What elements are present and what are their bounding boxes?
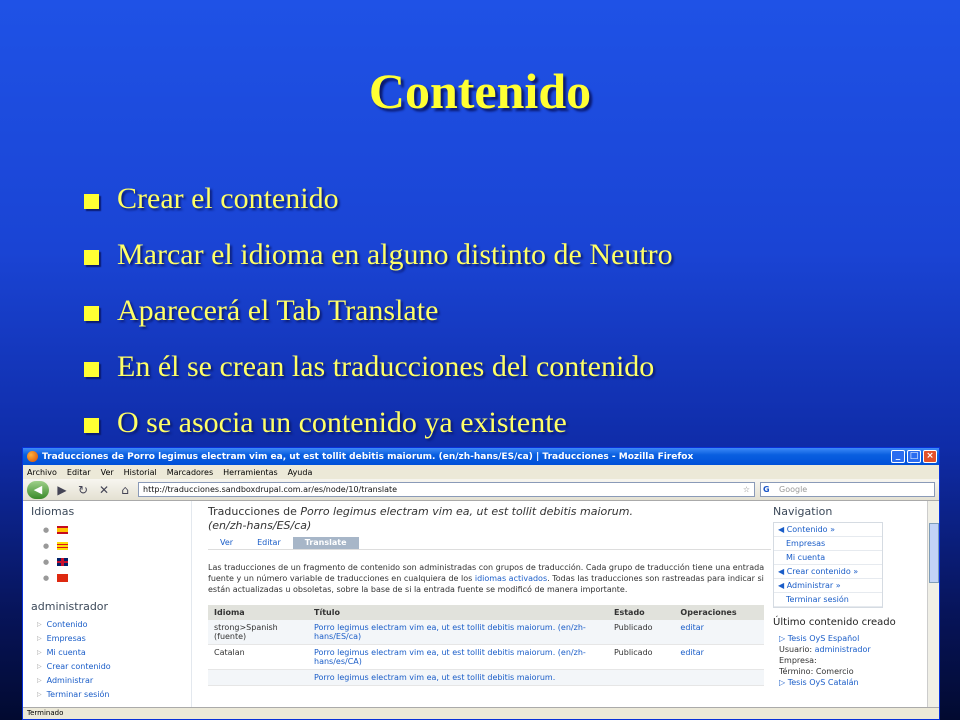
minimize-icon[interactable]: _ — [891, 450, 905, 463]
edit-link[interactable] — [674, 670, 764, 686]
table-row — [208, 620, 764, 645]
language-item[interactable] — [43, 522, 181, 538]
slide-title: Contenido — [368, 63, 592, 119]
url-text: http://traducciones.sandboxdrupal.com.ar/es/node/10/translate — [143, 485, 398, 494]
menu-ver[interactable]: Ver — [100, 467, 114, 477]
language-item[interactable] — [43, 554, 181, 570]
admin-item-administrar[interactable] — [37, 673, 181, 687]
left-sidebar — [31, 501, 181, 701]
page-viewport — [23, 501, 929, 709]
triangle-icon: ◀ — [778, 567, 785, 576]
uk-flag-icon[interactable] — [57, 558, 68, 566]
triangle-icon: ▷ — [779, 634, 786, 643]
bullet-icon: ● — [43, 542, 50, 550]
admin-item-contenido[interactable] — [37, 617, 181, 631]
recent-item — [773, 633, 923, 688]
user-label: Usuario: — [779, 645, 815, 654]
admin-item-terminar-sesion[interactable] — [37, 687, 181, 701]
window-title: Traducciones de Porro legimus electram vim ea, ut est tollit debitis maiorum. (en/zh-hans/ES/ca) | Traducciones - Mozilla Firefox — [42, 451, 694, 462]
bullet-square-icon — [84, 362, 99, 377]
nav-item-administrar[interactable] — [774, 579, 882, 593]
admin-item-mi-cuenta[interactable] — [37, 645, 181, 659]
close-icon[interactable]: × — [923, 450, 937, 463]
triangle-icon: ▷ — [37, 634, 42, 642]
column-header-estado: Estado — [608, 605, 674, 620]
admin-item-label[interactable]: Contenido — [46, 619, 88, 629]
cell-idioma: strong>Spanish (fuente) — [208, 620, 308, 645]
admin-item-label[interactable]: Terminar sesión — [46, 689, 110, 699]
tab-translate[interactable]: Translate — [293, 537, 359, 549]
recent-content-heading: Último contenido creado — [773, 617, 896, 628]
triangle-icon: ◀ — [778, 581, 785, 590]
navigation-toolbar — [23, 479, 939, 501]
firefox-icon — [27, 451, 38, 462]
title-node: Porro legimus electram vim ea, ut est tollit debitis maiorum. — [300, 505, 633, 518]
admin-heading: administrador — [31, 600, 109, 613]
nav-item-contenido[interactable] — [774, 523, 882, 537]
stop-icon[interactable]: ✕ — [98, 482, 110, 497]
bullet-icon: ● — [43, 574, 50, 582]
edit-link[interactable]: editar — [674, 620, 764, 645]
menu-archivo[interactable]: Archivo — [27, 467, 57, 477]
nav-item-crear-contenido[interactable] — [774, 565, 882, 579]
bullet-text: Marcar el idioma en alguno distinto de Neutro — [117, 238, 673, 271]
triangle-icon: ▷ — [37, 620, 42, 628]
vertical-scrollbar[interactable] — [927, 501, 939, 709]
catalonia-flag-icon[interactable] — [57, 542, 68, 550]
nav-item-empresas[interactable]: Empresas — [774, 537, 882, 551]
right-sidebar — [773, 501, 923, 688]
spain-flag-icon[interactable] — [57, 526, 68, 534]
bullet-item — [84, 350, 673, 406]
bullet-list — [84, 182, 673, 462]
intro-part-2: . Todas las traducciones son rastreadas para indicar si están actualizadas u obsoletas, sobre la base de si la entrada fuente se modificó de manera importante. — [208, 574, 764, 594]
nav-item-terminar-sesion[interactable]: Terminar sesión — [774, 593, 882, 607]
window-titlebar[interactable] — [23, 448, 939, 465]
cell-idioma: Catalan — [208, 645, 308, 670]
admin-item-label[interactable]: Mi cuenta — [46, 647, 86, 657]
menu-marcadores[interactable]: Marcadores — [166, 467, 214, 477]
admin-item-label[interactable]: Crear contenido — [46, 661, 111, 671]
recent-item-user — [779, 644, 923, 655]
column-header-idioma: Idioma — [208, 605, 308, 620]
recent-title-text[interactable]: Tesis OyS Español — [787, 634, 860, 643]
translations-table — [208, 605, 764, 686]
triangle-icon: ▷ — [37, 662, 42, 670]
menu-ayuda[interactable]: Ayuda — [287, 467, 313, 477]
title-suffix: (en/zh-hans/ES/ca) — [208, 519, 312, 532]
table-row — [208, 645, 764, 670]
recent-item-company: Empresa: — [779, 656, 817, 665]
browser-window — [22, 447, 940, 720]
cell-titulo-link[interactable]: Porro legimus electram vim ea, ut est tollit debitis maiorum. (en/zh-hans/es/CA) — [308, 645, 608, 670]
column-header-operaciones: Operaciones — [674, 605, 764, 620]
tab-ver[interactable]: Ver — [220, 538, 234, 547]
page-title — [208, 505, 771, 533]
back-arrow-icon[interactable]: ◀ — [27, 481, 49, 499]
cell-estado: Publicado — [608, 645, 674, 670]
user-link[interactable]: administrador — [814, 645, 871, 654]
home-icon[interactable]: ⌂ — [121, 482, 129, 497]
bullet-text: Aparecerá el Tab Translate — [117, 294, 439, 327]
reload-icon[interactable]: ↻ — [77, 482, 89, 497]
bullet-text: En él se crean las traducciones del contenido — [117, 350, 655, 383]
menu-herramientas[interactable]: Herramientas — [223, 467, 278, 477]
admin-item-empresas[interactable] — [37, 631, 181, 645]
scrollbar-thumb[interactable] — [929, 523, 939, 583]
edit-link[interactable]: editar — [674, 645, 764, 670]
tab-editar[interactable]: Editar — [257, 538, 281, 547]
intro-part-1: Las traducciones de un fragmento de contenido son administradas con grupos de traducción. Cada grupo de traducción tiene una entrada fuente y un número variable de traducciones en cualquiera de los — [208, 563, 765, 583]
nav-item-label[interactable]: Contenido » — [786, 525, 836, 534]
recent-item-next[interactable] — [779, 677, 923, 688]
language-list — [31, 522, 181, 586]
language-item[interactable] — [43, 538, 181, 554]
admin-item-label[interactable]: Empresas — [46, 633, 86, 643]
nav-item-label[interactable]: Administrar » — [786, 581, 841, 590]
bullet-item — [84, 294, 673, 350]
google-icon: G — [763, 485, 770, 494]
bullet-text: O se asocia un contenido ya existente — [117, 406, 567, 439]
bullet-square-icon — [84, 250, 99, 265]
navigation-menu — [773, 522, 883, 608]
menu-editar[interactable]: Editar — [66, 467, 91, 477]
triangle-icon: ◀ — [778, 525, 785, 534]
bullet-item — [84, 182, 673, 238]
menu-historial[interactable]: Historial — [123, 467, 157, 477]
bullet-square-icon — [84, 194, 99, 209]
status-bar — [23, 707, 940, 719]
navigation-heading: Navigation — [773, 505, 833, 518]
bullet-icon: ● — [43, 558, 50, 566]
search-input[interactable] — [760, 482, 935, 497]
intro-text — [208, 562, 768, 595]
recent-item-term: Término: Comercio — [779, 667, 854, 676]
url-bar[interactable] — [138, 482, 755, 497]
triangle-icon: ▷ — [37, 648, 42, 656]
triangle-icon: ▷ — [779, 678, 786, 687]
idiomas-activados-link[interactable]: idiomas activados — [474, 574, 548, 583]
menu-bar — [23, 465, 939, 479]
language-item[interactable] — [43, 570, 181, 586]
cell-titulo-link[interactable]: Porro legimus electram vim ea, ut est tollit debitis maiorum. (en/zh-hans/ES/ca) — [308, 620, 608, 645]
bookmark-star-icon[interactable]: ☆ — [742, 485, 750, 494]
search-placeholder: Google — [779, 485, 808, 494]
bullet-square-icon — [84, 306, 99, 321]
recent-next-text[interactable]: Tesis OyS Catalán — [787, 678, 859, 687]
bullet-text: Crear el contenido — [117, 182, 339, 215]
tab-bar — [208, 537, 771, 550]
table-row — [208, 670, 764, 686]
cell-estado — [608, 670, 674, 686]
bullet-square-icon — [84, 418, 99, 433]
main-content — [191, 501, 771, 709]
admin-menu — [31, 617, 181, 701]
cell-estado: Publicado — [608, 620, 674, 645]
forward-arrow-icon[interactable]: ▶ — [57, 482, 67, 497]
triangle-icon: ▷ — [37, 690, 42, 698]
china-flag-icon[interactable] — [57, 574, 68, 582]
admin-item-crear-contenido[interactable] — [37, 659, 181, 673]
title-prefix: Traducciones de — [208, 505, 301, 518]
admin-item-label[interactable]: Administrar — [46, 675, 94, 685]
recent-item-title[interactable] — [779, 633, 923, 644]
maximize-icon[interactable]: □ — [907, 450, 921, 463]
cell-idioma — [208, 670, 308, 686]
bullet-item — [84, 238, 673, 294]
column-header-titulo: Título — [308, 605, 608, 620]
nav-item-mi-cuenta[interactable]: Mi cuenta — [774, 551, 882, 565]
triangle-icon: ▷ — [37, 676, 42, 684]
cell-titulo-link[interactable]: Porro legimus electram vim ea, ut est tollit debitis maiorum. — [308, 670, 608, 686]
languages-heading: Idiomas — [31, 505, 75, 518]
status-text: Terminado — [27, 709, 64, 717]
nav-item-label[interactable]: Crear contenido » — [786, 567, 859, 576]
bullet-icon: ● — [43, 526, 50, 534]
